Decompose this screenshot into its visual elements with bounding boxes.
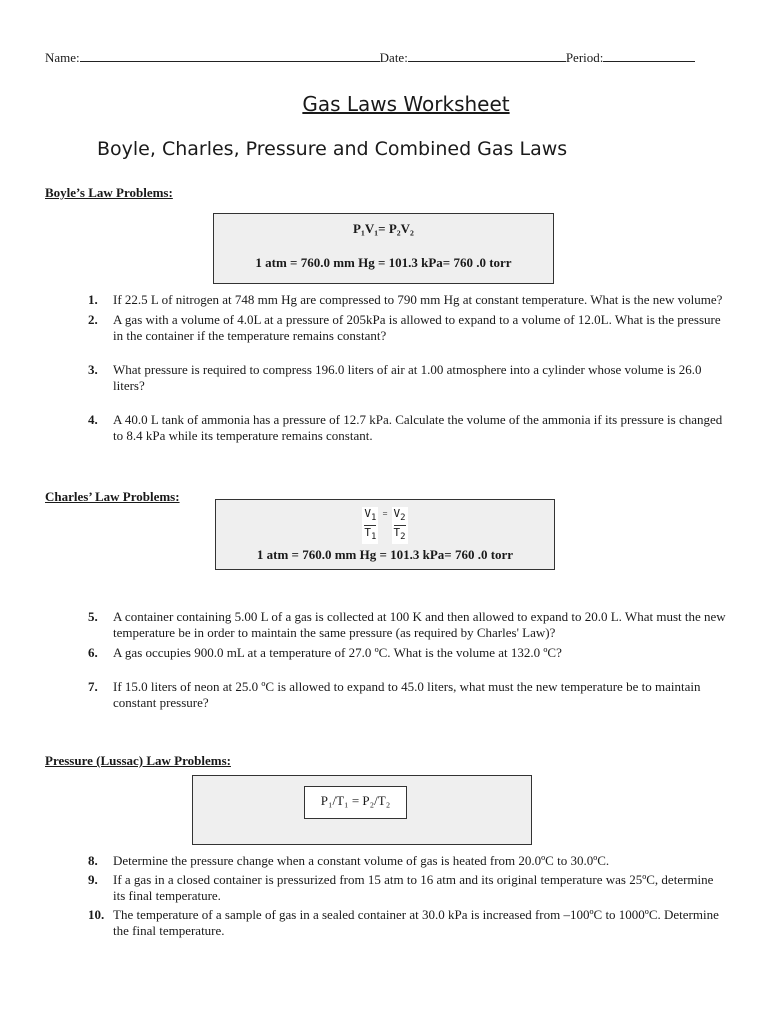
- problem-number: 1.: [88, 292, 98, 307]
- charles-formula-box: [215, 499, 555, 570]
- problem-text: What pressure is required to compress 196.0 liters of air at 1.00 atmosphere into a cylinder whose volume is 26.0 liters?: [113, 362, 702, 393]
- name-blank[interactable]: [80, 48, 380, 62]
- problem-item: [88, 292, 728, 308]
- problem-item: [88, 679, 728, 711]
- pressure-heading: Pressure (Lussac) Law Problems:: [45, 753, 231, 768]
- charles-problem-list: [88, 609, 728, 711]
- v1-over-t1: $\frac{V_1}{T_1}$: [364, 507, 377, 543]
- problem-number: 10.: [88, 907, 105, 922]
- problem-item: [88, 907, 728, 939]
- student-info-line: [45, 48, 695, 66]
- problem-text: A 40.0 L tank of ammonia has a pressure of 12.7 kPa. Calculate the volume of the ammonia if its pressure is changed to 8.4 kPa while its temperature remains constant.: [113, 412, 723, 443]
- boyle-heading: Boyle’s Law Problems:: [45, 185, 173, 200]
- problem-item: [88, 609, 728, 641]
- problem-number: 4.: [88, 412, 98, 427]
- pressure-formula: P₁/T₁ = P₂/T₂: [304, 786, 407, 819]
- pressure-formula-box: [192, 775, 532, 845]
- problem-text: A gas occupies 900.0 mL at a temperature of 27.0 ºC. What is the volume at 132.0 ºC?: [113, 645, 562, 660]
- problem-number: 2.: [88, 312, 98, 327]
- problem-text: If a gas in a closed container is pressurized from 15 atm to 16 atm and its original temperature was 25ºC, determine its final temperature.: [113, 872, 714, 903]
- problem-text: If 15.0 liters of neon at 25.0 ºC is allowed to expand to 45.0 liters, what must the new temperature be to maintain constant pressure?: [113, 679, 701, 710]
- boyle-formula: P₁V₁= P₂V₂: [353, 221, 414, 236]
- problem-item: [88, 645, 728, 661]
- problem-text: If 22.5 L of nitrogen at 748 mm Hg are compressed to 790 mm Hg at constant temperature. What is the new volume?: [113, 292, 723, 307]
- problem-item: [88, 312, 728, 344]
- charles-fraction-formula: [216, 504, 554, 544]
- problem-number: 7.: [88, 679, 98, 694]
- problem-number: 9.: [88, 872, 98, 887]
- problem-item: [88, 412, 728, 444]
- period-label: Period:: [565, 50, 604, 65]
- equals-sign: =: [382, 508, 388, 519]
- problem-item: [88, 872, 728, 904]
- date-label: Date:: [379, 50, 408, 65]
- problem-item: [88, 853, 728, 869]
- boyle-conversion: 1 atm = 760.0 mm Hg = 101.3 kPa= 760 .0 torr: [255, 255, 512, 270]
- boyle-formula-box: [213, 213, 554, 284]
- v2-over-t2: $\frac{V_2}{T_2}$: [393, 507, 406, 543]
- pressure-problem-list: [88, 853, 728, 939]
- problem-number: 5.: [88, 609, 98, 624]
- problem-text: A gas with a volume of 4.0L at a pressure of 205kPa is allowed to expand to a volume of 12.0L. What is the pressure in the container if the temperature remains constant?: [113, 312, 721, 343]
- boyle-problem-list: [88, 292, 728, 444]
- problem-text: The temperature of a sample of gas in a sealed container at 30.0 kPa is increased from –100ºC to 1000ºC. Determine the final temperature.: [113, 907, 719, 938]
- page-subtitle: Boyle, Charles, Pressure and Combined Gas Laws: [97, 138, 568, 160]
- problem-text: Determine the pressure change when a constant volume of gas is heated from 20.0ºC to 30.0ºC.: [113, 853, 610, 868]
- problem-item: [88, 362, 728, 394]
- problem-number: 3.: [88, 362, 98, 377]
- period-blank[interactable]: [603, 48, 695, 62]
- charles-conversion: 1 atm = 760.0 mm Hg = 101.3 kPa= 760 .0 torr: [256, 547, 514, 563]
- problem-number: 6.: [88, 645, 98, 660]
- name-label: Name:: [45, 50, 80, 65]
- date-blank[interactable]: [408, 48, 566, 62]
- problem-number: 8.: [88, 853, 98, 868]
- charles-heading: Charles’ Law Problems:: [45, 489, 180, 504]
- page-title: Gas Laws Worksheet: [302, 92, 510, 116]
- problem-text: A container containing 5.00 L of a gas is collected at 100 K and then allowed to expand to 20.0 L. What must the new temperature be in order to maintain the same pressure (as required by Charles' Law)?: [113, 609, 726, 640]
